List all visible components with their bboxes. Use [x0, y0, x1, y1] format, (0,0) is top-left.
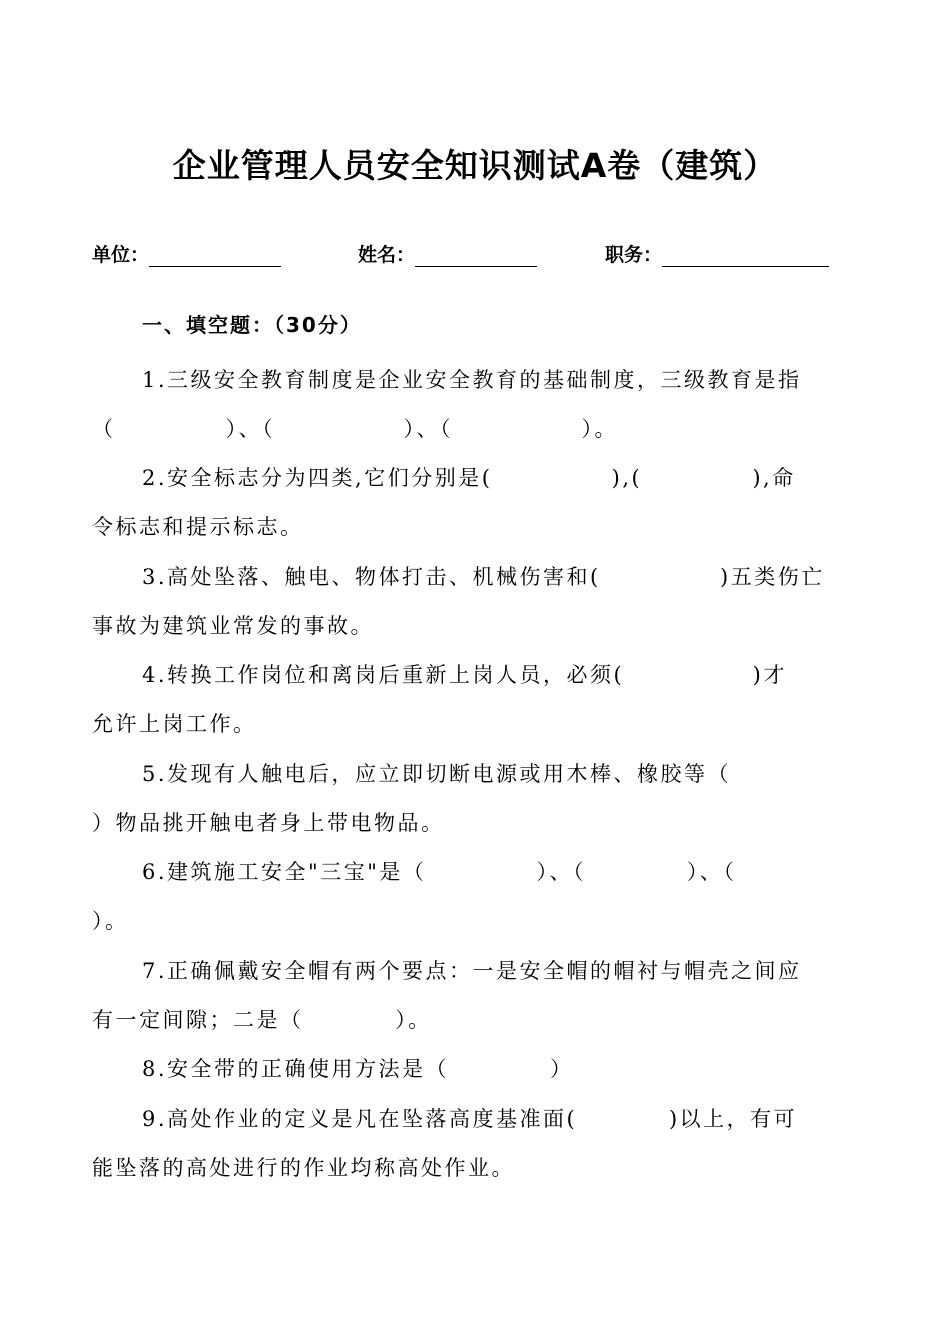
question-line: 6.建筑施工安全"三宝"是（ ）、（ ）、（ [142, 860, 737, 884]
position-label: 职务： [605, 244, 663, 266]
name-blank[interactable] [415, 244, 537, 267]
question-line: 9.高处作业的定义是凡在坠落高度基准面( )以上，有可 [142, 1107, 798, 1131]
question-line: ）。 [92, 909, 129, 933]
question-line: 2.安全标志分为四类,它们分别是( ),( ),命 [142, 466, 796, 490]
question-line: 4.转换工作岗位和离岗后重新上岗人员，必须( )才 [142, 663, 787, 687]
position-blank[interactable] [662, 244, 829, 267]
question-line: （ ）、（ ）、（ ）。 [92, 417, 619, 441]
unit-field [92, 240, 281, 267]
question-line: ）物品挑开触电者身上带电物品。 [92, 811, 445, 835]
question-line: 1.三级安全教育制度是企业安全教育的基础制度，三级教育是指 [142, 368, 802, 392]
question-line: 3.高处坠落、触电、物体打击、机械伤害和( )五类伤亡 [142, 565, 825, 589]
question-line: 7.正确佩戴安全帽有两个要点：一是安全帽的帽衬与帽壳之间应 [142, 959, 802, 983]
question-line: 令标志和提示标志。 [92, 515, 304, 539]
question-line: 5.发现有人触电后，应立即切断电源或用木棒、橡胶等（ [142, 762, 732, 786]
section-title: 一、填空题：（30分） [142, 313, 362, 337]
name-field [358, 240, 537, 267]
name-label: 姓名： [358, 244, 416, 266]
unit-blank[interactable] [149, 244, 281, 267]
question-line: 能坠落的高处进行的作业均称高处作业。 [92, 1156, 515, 1180]
page-title: 企业管理人员安全知识测试A卷（建筑） [172, 146, 778, 185]
unit-label: 单位： [92, 244, 150, 266]
question-line: 允许上岗工作。 [92, 712, 257, 736]
question-line: 事故为建筑业常发的事故。 [92, 614, 374, 638]
question-line: 8.安全带的正确使用方法是（ ） [142, 1057, 574, 1081]
question-line: 有一定间隙；二是（ ）。 [92, 1008, 432, 1032]
position-field [605, 240, 829, 267]
